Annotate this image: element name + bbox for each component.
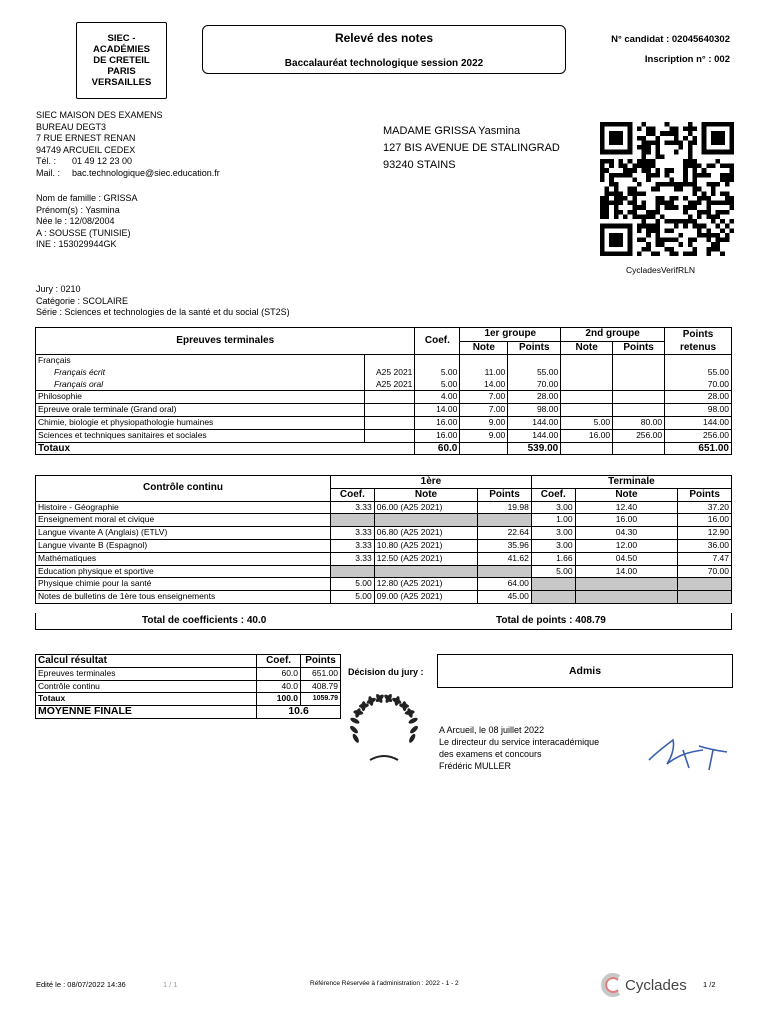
premiere-coef: [331, 514, 375, 527]
epreuve-row: [36, 416, 732, 429]
siec-logo-box: [76, 22, 167, 99]
laurel-seal-icon: [346, 684, 422, 768]
note-header: Note: [575, 488, 678, 501]
candidate-info: [611, 30, 730, 70]
terminale-points: 36.00: [678, 539, 732, 552]
epreuve-note2: [561, 355, 613, 367]
calcul-row: [36, 667, 341, 680]
epreuve-note1: [460, 355, 508, 367]
epreuve-coef: 14.00: [415, 404, 460, 417]
terminale-points: 12.90: [678, 527, 732, 540]
jury-line: Jury : 0210: [36, 284, 81, 294]
epreuve-row: [36, 355, 732, 367]
tel-value: 01 49 12 23 00: [72, 156, 133, 166]
terminale-coef: 1.00: [531, 514, 575, 527]
recipient-line: 127 BIS AVENUE DE STALINGRAD: [383, 142, 560, 154]
epreuve-points2: [613, 379, 665, 391]
decision-value: Admis: [568, 665, 602, 677]
epreuve-note1: 7.00: [460, 391, 508, 404]
calcul-coef: 60.0: [257, 667, 301, 680]
epreuve-label: Français: [36, 355, 365, 367]
terminale-coef: 1.66: [531, 552, 575, 565]
sender-line: 94749 ARCUEIL CEDEX: [36, 144, 136, 155]
calcul-totals-label: Totaux: [36, 693, 257, 706]
epreuve-row: [36, 367, 732, 379]
calcul-label: Contrôle continu: [36, 680, 257, 693]
points-header: Points: [613, 341, 665, 355]
epreuve-coef: 5.00: [415, 379, 460, 391]
controle-row: [36, 578, 732, 591]
totals-points: 539.00: [508, 442, 561, 455]
terminale-coef: 3.00: [531, 527, 575, 540]
mail-line: [36, 168, 220, 180]
points-header: Points: [678, 488, 732, 501]
terminale-coef: 5.00: [531, 565, 575, 578]
total-points: Total de points : 408.79: [496, 615, 606, 626]
qr-code-icon: [596, 122, 738, 256]
epreuve-points1: 144.00: [508, 416, 561, 429]
controle-totals: [35, 613, 732, 630]
tel-line: [36, 156, 220, 168]
premiere-note: 10.80 (A25 2021): [374, 539, 477, 552]
note-header: Note: [374, 488, 477, 501]
controle-row: [36, 591, 732, 604]
footer-reference: Référence Réservée à l'administration : 2022 - 1 - 2: [310, 980, 459, 987]
coef-header: Coef.: [257, 655, 301, 668]
epreuve-points1: 98.00: [508, 404, 561, 417]
premiere-points: [478, 565, 532, 578]
identity-line: Née le : 12/08/2004: [36, 216, 115, 226]
epreuves-header: Epreuves terminales: [36, 328, 415, 355]
controle-row: [36, 527, 732, 540]
epreuve-coef: 16.00: [415, 429, 460, 442]
epreuve-session: [365, 416, 415, 429]
controle-table: [35, 475, 732, 604]
controle-row: [36, 501, 732, 514]
premiere-header: 1ère: [331, 476, 532, 489]
retenus-header: Points retenus: [665, 328, 732, 355]
controle-label: Notes de bulletins de 1ère tous enseignements: [36, 591, 331, 604]
group2-header: 2nd groupe: [561, 328, 665, 342]
epreuve-points2: 80.00: [613, 416, 665, 429]
epreuve-points2: [613, 367, 665, 379]
epreuve-note2: [561, 367, 613, 379]
terminale-note: 04.50: [575, 552, 678, 565]
epreuve-row: [36, 404, 732, 417]
logo-line: ACADÉMIES: [92, 44, 150, 55]
logo-line: PARIS: [107, 66, 136, 77]
premiere-points: 22.64: [478, 527, 532, 540]
premiere-coef: 3.33: [331, 552, 375, 565]
note-header: Note: [460, 341, 508, 355]
sender-line: SIEC MAISON DES EXAMENS: [36, 110, 163, 120]
terminale-note: 12.40: [575, 501, 678, 514]
epreuve-note2: [561, 379, 613, 391]
epreuve-label: Philosophie: [36, 391, 365, 404]
epreuve-coef: [415, 355, 460, 367]
totals-retenus: 651.00: [665, 442, 732, 455]
premiere-coef: [331, 565, 375, 578]
controle-label: Mathématiques: [36, 552, 331, 565]
logo-line: DE CRETEIL: [93, 55, 150, 66]
epreuve-retenus: 144.00: [665, 416, 732, 429]
brand-name: Cyclades: [625, 976, 687, 994]
premiere-note: 06.80 (A25 2021): [374, 527, 477, 540]
moyenne-label: MOYENNE FINALE: [36, 706, 257, 719]
epreuve-points1: 70.00: [508, 379, 561, 391]
footer-page-count: 1 / 1: [163, 980, 178, 989]
premiere-points: 64.00: [478, 578, 532, 591]
premiere-note: [374, 565, 477, 578]
terminale-points: 7.47: [678, 552, 732, 565]
epreuve-note1: 11.00: [460, 367, 508, 379]
calcul-header: Calcul résultat: [36, 655, 257, 668]
epreuve-row: [36, 429, 732, 442]
decision-label: Décision du jury :: [348, 667, 424, 677]
epreuves-totals-row: [36, 442, 732, 455]
controle-label: Histoire - Géographie: [36, 501, 331, 514]
signature-line: Frédéric MULLER: [439, 761, 512, 771]
decision-box: [437, 654, 733, 688]
controle-row: [36, 552, 732, 565]
calcul-totals-row: [36, 693, 341, 706]
total-coefficients: Total de coefficients : 40.0: [142, 615, 267, 626]
premiere-coef: 3.33: [331, 527, 375, 540]
recipient-line: 93240 STAINS: [383, 159, 456, 171]
epreuve-session: A25 2021: [365, 367, 415, 379]
epreuve-label: Sciences et techniques sanitaires et sociales: [36, 429, 365, 442]
controle-label: Langue vivante B (Espagnol): [36, 539, 331, 552]
controle-row: [36, 565, 732, 578]
epreuve-note2: 5.00: [561, 416, 613, 429]
terminale-points: [678, 591, 732, 604]
epreuve-points2: [613, 404, 665, 417]
signature-line: Le directeur du service interacadémique: [439, 737, 600, 747]
premiere-points: [478, 514, 532, 527]
title-box: [202, 25, 566, 74]
candidate-number: N° candidat : 02045640302: [611, 34, 730, 45]
group1-header: 1er groupe: [460, 328, 561, 342]
premiere-coef: 5.00: [331, 578, 375, 591]
controle-header: Contrôle continu: [36, 476, 331, 502]
calcul-totals-points: 1059.79: [301, 693, 341, 706]
epreuve-retenus: [665, 355, 732, 367]
moyenne-value: 10.6: [257, 706, 341, 719]
epreuve-note2: [561, 404, 613, 417]
premiere-points: 19.98: [478, 501, 532, 514]
points-header: Points: [508, 341, 561, 355]
terminale-note: [575, 578, 678, 591]
note-header: Note: [561, 341, 613, 355]
epreuve-points1: 144.00: [508, 429, 561, 442]
identity-line: A : SOUSSE (TUNISIE): [36, 227, 131, 238]
calcul-points: 651.00: [301, 667, 341, 680]
coef-header: Coef.: [531, 488, 575, 501]
document-title: Relevé des notes: [334, 31, 434, 45]
epreuve-session: A25 2021: [365, 379, 415, 391]
mail-label: Mail. :: [36, 167, 61, 178]
footer-edited: Edité le : 08/07/2022 14:36: [36, 980, 126, 989]
series-line: Série : Sciences et technologies de la santé et du social (ST2S): [36, 307, 290, 317]
calcul-points: 408.79: [301, 680, 341, 693]
empty-cell: [460, 442, 508, 455]
document-subtitle: Baccalauréat technologique session 2022: [284, 58, 484, 69]
epreuve-session: [365, 391, 415, 404]
terminale-coef: 3.00: [531, 539, 575, 552]
premiere-note: [374, 514, 477, 527]
terminale-points: 37.20: [678, 501, 732, 514]
totals-label: Totaux: [36, 442, 415, 455]
premiere-coef: 5.00: [331, 591, 375, 604]
epreuves-table: [35, 327, 732, 455]
sender-address: [36, 110, 220, 179]
terminale-points: [678, 578, 732, 591]
cyclades-logo: [601, 970, 687, 1000]
signature-line: des examens et concours: [439, 749, 542, 759]
premiere-note: 12.50 (A25 2021): [374, 552, 477, 565]
terminale-note: 04.30: [575, 527, 678, 540]
cyclades-swirl-icon: [601, 973, 623, 997]
recipient-address: [383, 123, 560, 174]
epreuve-retenus: 256.00: [665, 429, 732, 442]
identity-line: Nom de famille : GRISSA: [36, 193, 138, 203]
epreuve-retenus: 70.00: [665, 379, 732, 391]
premiere-note: 06.00 (A25 2021): [374, 501, 477, 514]
epreuve-points1: 55.00: [508, 367, 561, 379]
premiere-coef: 3.33: [331, 501, 375, 514]
calcul-table: [35, 654, 341, 719]
moyenne-row: [36, 706, 341, 719]
premiere-coef: 3.33: [331, 539, 375, 552]
epreuve-points2: [613, 355, 665, 367]
epreuve-label: Français écrit: [36, 367, 365, 379]
controle-label: Physique chimie pour la santé: [36, 578, 331, 591]
terminale-coef: 3.00: [531, 501, 575, 514]
terminale-header: Terminale: [531, 476, 731, 489]
terminale-note: 16.00: [575, 514, 678, 527]
epreuve-row: [36, 379, 732, 391]
identity-line: INE : 153029944GK: [36, 239, 117, 249]
premiere-note: 09.00 (A25 2021): [374, 591, 477, 604]
logo-line: VERSAILLES: [91, 77, 152, 88]
epreuve-points1: [508, 355, 561, 367]
epreuve-retenus: 55.00: [665, 367, 732, 379]
epreuve-note1: 9.00: [460, 429, 508, 442]
handwritten-signature-icon: [643, 730, 731, 774]
logo-line: SIEC -: [107, 33, 136, 44]
epreuve-row: [36, 391, 732, 404]
empty-cell: [613, 442, 665, 455]
qr-caption: CycladesVerifRLN: [626, 265, 695, 275]
totals-coef: 60.0: [415, 442, 460, 455]
epreuve-label: Chimie, biologie et physiopathologie humaines: [36, 416, 365, 429]
premiere-points: 35.96: [478, 539, 532, 552]
coef-header: Coef.: [415, 328, 460, 355]
epreuve-points2: 256.00: [613, 429, 665, 442]
mail-value: bac.technologique@siec.education.fr: [72, 167, 220, 178]
terminale-note: 12.00: [575, 539, 678, 552]
controle-label: Langue vivante A (Anglais) (ETLV): [36, 527, 331, 540]
calcul-row: [36, 680, 341, 693]
terminale-coef: [531, 578, 575, 591]
points-header: Points: [301, 655, 341, 668]
epreuve-note1: 9.00: [460, 416, 508, 429]
recipient-line: MADAME GRISSA Yasmina: [383, 125, 521, 137]
signature-block: [439, 724, 599, 772]
epreuve-retenus: 98.00: [665, 404, 732, 417]
terminale-points: 70.00: [678, 565, 732, 578]
controle-label: Enseignement moral et civique: [36, 514, 331, 527]
terminale-note: 14.00: [575, 565, 678, 578]
terminale-coef: [531, 591, 575, 604]
epreuve-label: Epreuve orale terminale (Grand oral): [36, 404, 365, 417]
coef-header: Coef.: [331, 488, 375, 501]
terminale-points: 16.00: [678, 514, 732, 527]
tel-label: Tél. :: [36, 156, 57, 166]
controle-row: [36, 539, 732, 552]
identity-block: [36, 193, 138, 251]
epreuve-coef: 5.00: [415, 367, 460, 379]
empty-cell: [561, 442, 613, 455]
calcul-coef: 40.0: [257, 680, 301, 693]
category-line: Catégorie : SCOLAIRE: [36, 295, 129, 306]
premiere-points: 41.62: [478, 552, 532, 565]
controle-row: [36, 514, 732, 527]
epreuve-note1: 7.00: [460, 404, 508, 417]
identity-line: Prénom(s) : Yasmina: [36, 204, 120, 215]
jury-block: [36, 284, 290, 319]
epreuve-coef: 16.00: [415, 416, 460, 429]
epreuve-retenus: 28.00: [665, 391, 732, 404]
inscription-number: Inscription n° : 002: [644, 54, 730, 65]
epreuve-label: Français oral: [36, 379, 365, 391]
points-header: Points: [478, 488, 532, 501]
calcul-label: Epreuves terminales: [36, 667, 257, 680]
epreuve-coef: 4.00: [415, 391, 460, 404]
premiere-points: 45.00: [478, 591, 532, 604]
terminale-note: [575, 591, 678, 604]
calcul-totals-coef: 100.0: [257, 693, 301, 706]
epreuve-session: [365, 404, 415, 417]
sender-line: BUREAU DEGT3: [36, 121, 107, 132]
premiere-note: 12.80 (A25 2021): [374, 578, 477, 591]
footer-page: 1 /2: [703, 980, 716, 989]
epreuve-session: [365, 355, 415, 367]
epreuve-note2: [561, 391, 613, 404]
epreuve-points1: 28.00: [508, 391, 561, 404]
epreuve-points2: [613, 391, 665, 404]
epreuve-note2: 16.00: [561, 429, 613, 442]
sender-line: 7 RUE ERNEST RENAN: [36, 133, 136, 143]
controle-label: Education physique et sportive: [36, 565, 331, 578]
epreuve-session: [365, 429, 415, 442]
signature-line: A Arcueil, le 08 juillet 2022: [439, 725, 545, 735]
epreuve-note1: 14.00: [460, 379, 508, 391]
